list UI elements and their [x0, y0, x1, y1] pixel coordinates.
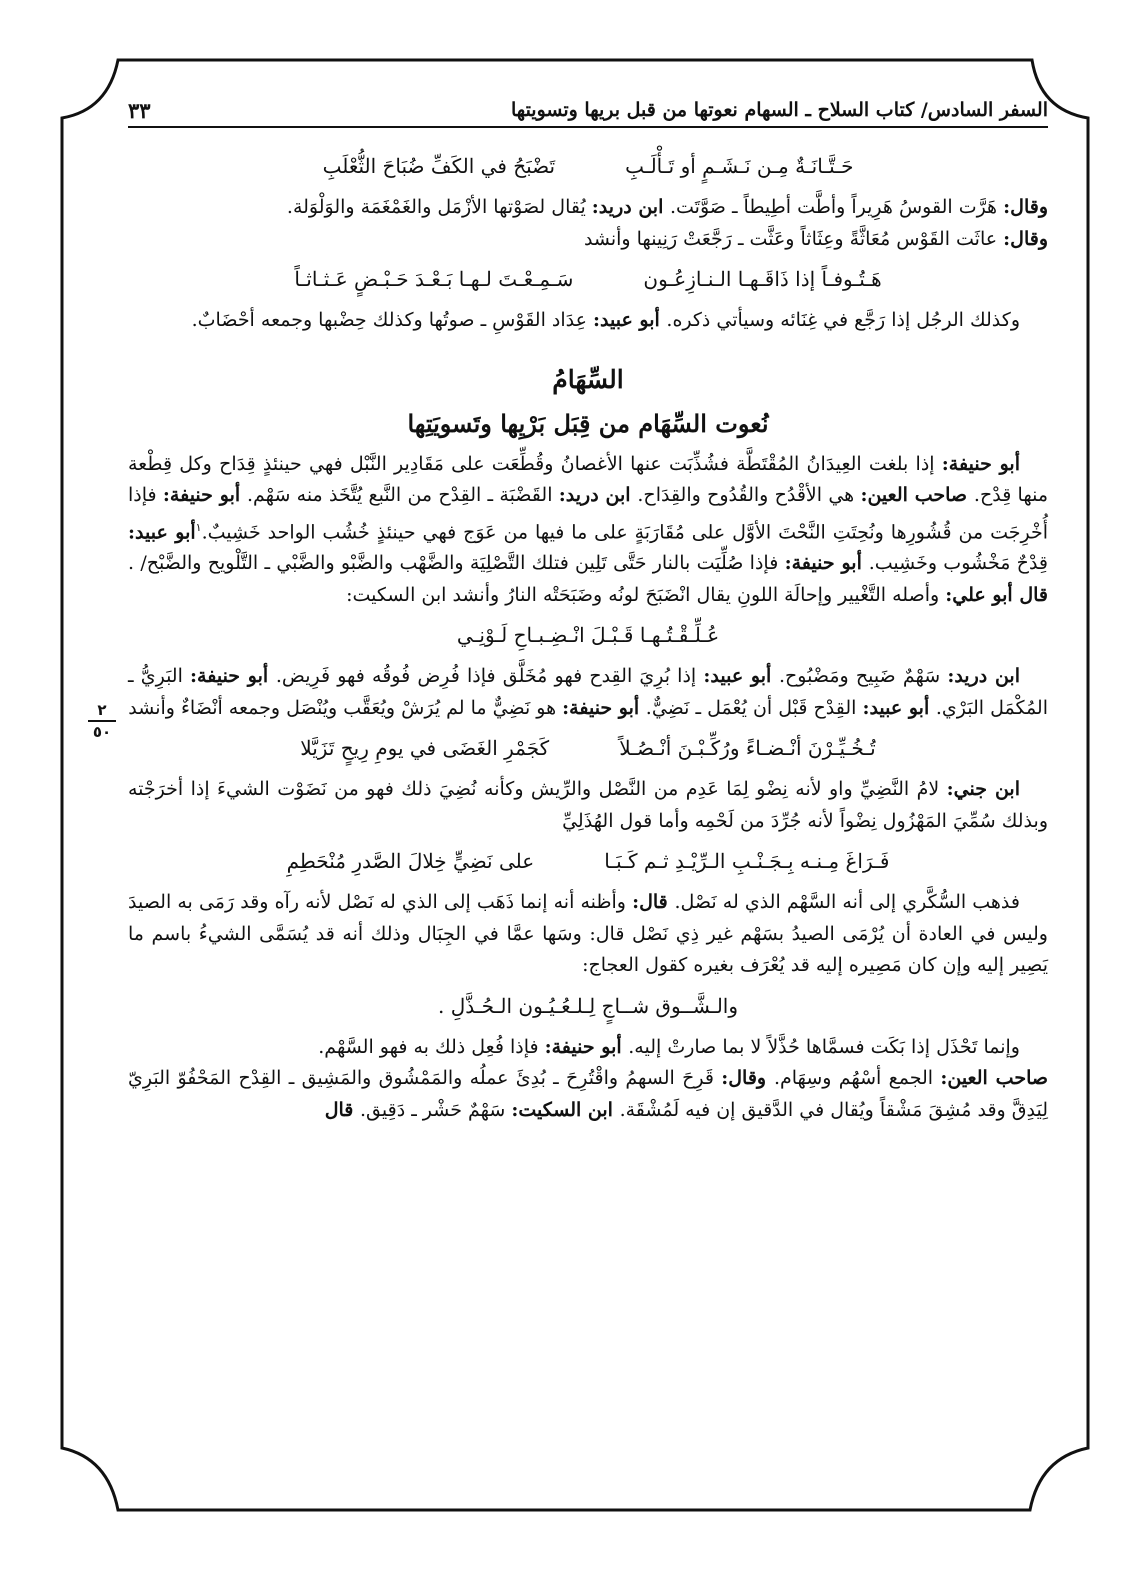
paragraph-text: لامُ النَّضِيِّ واو لأنه نِضْو لِمَا عَدِم من النَّصْل والرِّيش وكأنه نُضِيَ ذلك فهو من نَضَوْت الشيءَ إذا أخرَجْته وبذلك سُمِّيَ المَهْزُول نِضْواً لأنه جُرِّدَ من لَحْمِه وأما قول الهُذَلِيِّ: [128, 778, 1048, 832]
paragraph-text: القَضْبَة ـ القِدْح من النَّبع يُتَّخَذ منه سَهْم.: [247, 484, 559, 506]
footnote-marker[interactable]: ١: [195, 520, 202, 534]
paragraph-text: الجمع أسْهُم وسِهَام.: [773, 1067, 941, 1090]
speaker-label: أبو عبيد:: [703, 665, 779, 688]
verse-3-line: عُـلِّـقْـتُـهـا قَـبْـلَ انْـضِـبـاحِ لَـوْنِـي: [456, 623, 720, 648]
margin-page-reference: [82, 701, 122, 741]
speaker-label: ابن جني:: [946, 778, 1020, 801]
verse-1: [128, 151, 1048, 181]
verse-4-second-hemistich: كَجَمْرِ الغَضَى في يومِ رِيحٍ تَزَيَّلا: [300, 736, 550, 761]
paragraph: [128, 887, 1048, 982]
paragraph-text: هي الأقْدُح والقُدُوح والقِدَاح.: [637, 484, 861, 506]
verse-5: [128, 846, 1048, 876]
speaker-label: صاحب العين:: [940, 1067, 1048, 1090]
paragraph-text: القِدْح قَبْل أن يُعْمَل ـ نَضِيٌّ.: [645, 696, 863, 719]
speaker-label: ابن السكيت:: [511, 1098, 620, 1121]
speaker-label: ابن دريد:: [558, 484, 638, 506]
verse-1-first-hemistich: حَـتَّـانَـةٌ مِـن نَـشَـمٍ أو تَـأْلَـبِ: [625, 154, 854, 178]
paragraph-text: عِدَاد القَوْسِ ـ صوتُها وكذلك حِضْبها وجمعه أحْضَابٌ.: [191, 309, 593, 331]
speaker-label: أبو حنيفة:: [562, 696, 646, 719]
verse-6-line: والـشَّــوق شــاجٍ لِـلـعُـيُـون الـحُـذَّلِ .: [438, 993, 739, 1018]
speaker-label: قال أبو علي:: [945, 583, 1048, 606]
verse-5-first-hemistich: فَـرَاغَ مِـنـه بِـجَـنْـبِ الـرِّيْـدِ ثـم كَـبَـا: [604, 849, 890, 874]
paragraph-text: قَرِحَ السهمُ واقْتُرِحَ ـ بُدِئَ عملُه والمَمْشُوق والمَشِيق ـ القِدْح المَحْفُوّ البَرِيّ لِيَدِقَّ وقد مُشِقَ مَشْقاً ويُقال في الدَّقيق إن فيه لَمُشْقَة.: [128, 1067, 1048, 1121]
speaker-label: وقال:: [721, 1067, 774, 1090]
paragraph-text: البَرِيُّ ـ المُكْمَل البَرْي.: [128, 665, 1048, 719]
speaker-label: قال: [324, 1098, 360, 1121]
paragraph-text: وإنما تَحْذَل إذا بَكَت فسمَّاها حُذَّلاً لا بما صارتْ إليه.: [628, 1035, 1020, 1058]
page: [128, 80, 1048, 1500]
speaker-label: أبو عبيد:: [862, 696, 936, 719]
verse-3: [128, 620, 1048, 650]
speaker-label: ابن دريد:: [947, 665, 1020, 688]
speaker-label: أبو حنيفة:: [941, 452, 1020, 475]
paragraph-text: إذا بلغت العِيدَانُ المُقْتَطَّة فشُذِّبَت عنها الأغصانُ وقُطِّعَت على مَقَادِير النَّبْل فهي حينئذٍ قِدَاح وكل قِطْعة منها قِدْح.: [128, 452, 1049, 506]
speaker-label: أبو حنيفة:: [784, 552, 869, 575]
paragraph: [128, 661, 1048, 724]
paragraph: [128, 1032, 1048, 1127]
paragraph-text: عاثَت القَوْس مُعَاثَّةً وعِثَاثاً وعَثَّت ـ رَجَّعَتْ رَنِينها وأنشد: [583, 227, 1004, 250]
margin-ref-bottom: ٥٠: [92, 723, 112, 741]
verse-4: [128, 733, 1048, 763]
margin-ref-divider: [88, 720, 116, 722]
speaker-label: وقال:: [1003, 196, 1048, 218]
section-subtitle: نُعوت السِّهَام من قِبَل بَرْيِها وتَسويَتِها: [407, 408, 769, 438]
paragraph-text: فذهب السُّكَّري إلى أنه السَّهْم الذي له نَصْل.: [674, 891, 1020, 914]
speaker-label: قال:: [632, 891, 675, 914]
paragraph-text: وأظنه أنه إنما ذَهَب إلى الذي له نَصْل لأنه رآه وقد رَمَى به الصيدَ وليس في العادة أن يُرْمَى الصيدُ بسَهْم غير ذِي نَصْل قال: وسَها عمَّا في الجِبَال وذلك أنه قد يُسَمَّى الشيءُ باسم ما يَصِير إليه وإن كان مَصِيره إليه قد يُعْرَف بغيره كقول العجاج:: [128, 891, 1048, 977]
paragraph: [128, 192, 1048, 255]
paragraph-text: وكذلك الرجُل إذا رَجَّع في غِنَائه وسيأتي ذكره.: [666, 309, 1020, 331]
paragraph-text: سَهْمٌ ضَبِيح ومَضْبُوح.: [778, 665, 948, 688]
header-rule: [128, 126, 1048, 128]
speaker-label: أبو عبيد:: [593, 309, 667, 331]
speaker-label: أبو عبيد:: [128, 520, 196, 543]
paragraph: [128, 449, 1048, 612]
speaker-label: أبو حنيفة:: [190, 665, 276, 688]
verse-2-first-hemistich: هَـتُـوفـاً إذا ذَاقَـهـا الـنـازِعُـون: [643, 267, 882, 291]
page-number: ٣٣: [128, 97, 151, 123]
speaker-label: أبو حنيفة:: [162, 484, 247, 506]
paragraph-text: إذا بُرِيَ القِدح فهو مُخَلَّق فإذا فُرِض فُوقُه فهو فَرِيض.: [275, 665, 704, 688]
paragraph: [128, 774, 1048, 837]
page-body: [128, 142, 1048, 1132]
margin-ref-top: ٢: [97, 701, 107, 719]
paragraph-text: وأصله التَّغْيير وإحالَة اللونِ يقال انْضَبَحَ لونُه وضَبَحَتْه النارُ وأنشد ابن السكيت:: [346, 583, 946, 606]
paragraph-text: فإذا أُخْرِجَت من قُشُورِها ونُحِتَتِ النَّحْتَ الأوَّل على مُقَارَبَةٍ على ما فيها من عَوَج فهي حينئذٍ خُشُب الواحد خَشِيبٌ.: [128, 484, 1048, 543]
paragraph-text: هو نَضِيٌّ ما لم يُرَشْ ويُعَقَّب ويُنْصَل وجمعه أنْضَاءٌ وأنشد: [128, 696, 563, 719]
verse-4-first-hemistich: تُـخُـيِّـرْنَ أنْـضـاءً ورُكِّـبْـنَ أنْـصُـلاً: [619, 736, 876, 761]
section-title: السِّهَامُ: [552, 364, 624, 394]
speaker-label: وقال:: [1003, 227, 1048, 250]
paragraph-text: قِدْحٌ مَخْشُوب وخَشِيب.: [868, 552, 1049, 575]
paragraph-text: يُقال لصَوْتها الأزْمَل والغَمْغَمَة والوَلْوَلة.: [286, 196, 592, 218]
speaker-label: صاحب العين:: [860, 484, 974, 506]
speaker-label: ابن دريد:: [591, 196, 670, 218]
verse-2-second-hemistich: سَـمِـعْـتَ لـهـا بَـعْـدَ حَـبْـضٍ عَـثـاثـاً: [294, 267, 574, 291]
paragraph-text: فإذا فُعِل ذلك به فهو السَّهْم.: [318, 1035, 545, 1058]
verse-6: [128, 991, 1048, 1021]
header-title: السفر السادس/ كتاب السلاح ـ السهام نعوتها من قبل بريها وتسويتها: [511, 99, 1048, 121]
verse-1-second-hemistich: تَضْبَحُ في الكَفِّ ضُبَاحَ الثُّعْلَبِ: [322, 154, 556, 178]
verse-5-second-hemistich: على نَضِيٍّ خِلالَ الصَّدرِ مُنْحَطِمِ: [286, 849, 535, 874]
speaker-label: أبو حنيفة:: [544, 1035, 629, 1058]
paragraph-text: فإذا صُلِّيَت بالنار حَتَّى تَلِين فتلك التَّصْلِيَة والضَّهْب والضَّبْو والضَّبْي ـ التَّلْويح والضَّبْح/ .: [128, 552, 785, 575]
paragraph: [128, 305, 1048, 337]
running-header: [128, 90, 1048, 130]
paragraph-text: سَهْمٌ حَشْر ـ دَقِيق.: [360, 1098, 512, 1121]
verse-2: [128, 264, 1048, 294]
paragraph-text: هَرَّت القوسُ هَرِيراً وأطَّت أطِيطاً ـ صَوَّتَت.: [669, 196, 1004, 218]
